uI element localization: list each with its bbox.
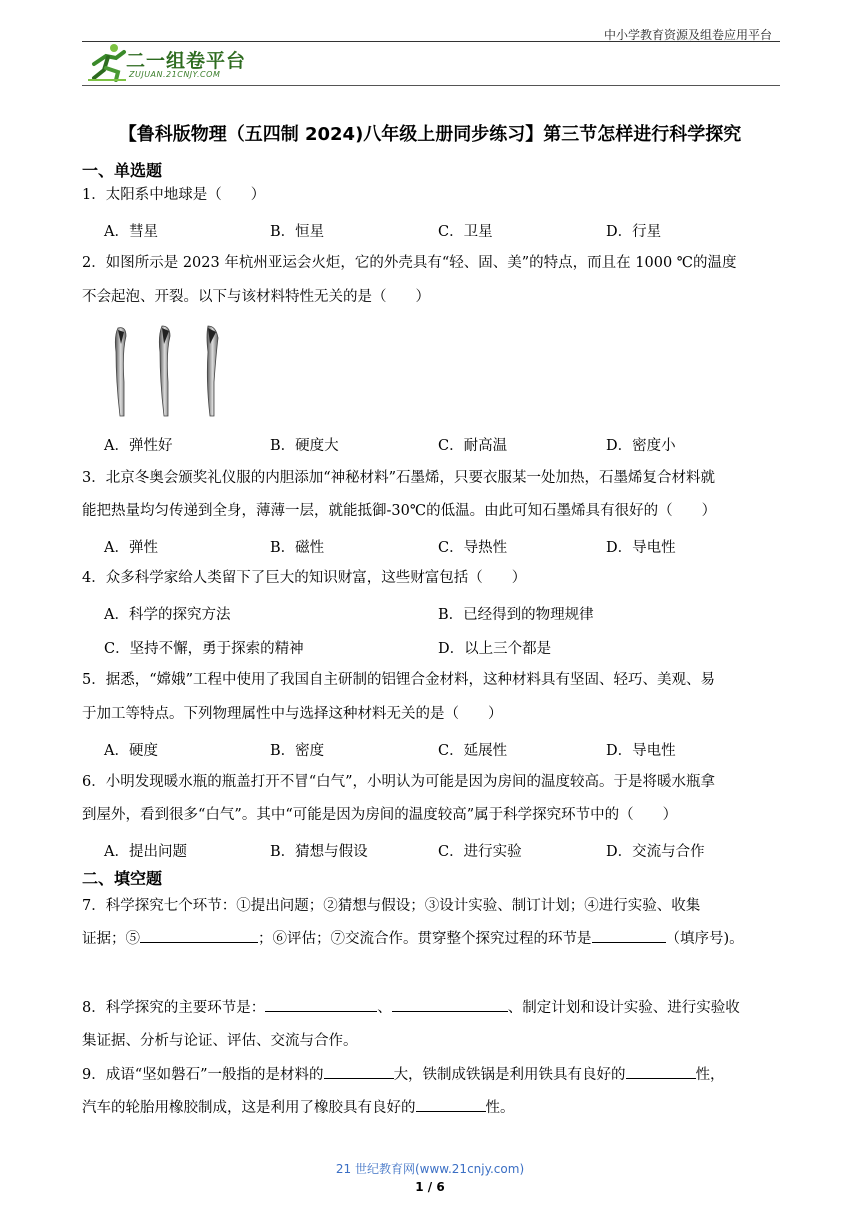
- q3-option-a: A．弹性: [104, 540, 158, 556]
- q2-option-d: D．密度小: [606, 438, 676, 454]
- q5-option-d: D．导电性: [606, 743, 676, 759]
- q6-option-b: B．猜想与假设: [270, 844, 368, 860]
- q4-option-c: C．坚持不懈，勇于探索的精神: [104, 641, 304, 657]
- torch-image: [104, 322, 234, 420]
- q6-option-d: D．交流与合作: [606, 844, 705, 860]
- question-3-line1: 3．北京冬奥会颁奖礼仪服的内胆添加“神秘材料”石墨烯，只要衣服某一处加热，石墨烯复合材料就: [82, 470, 716, 486]
- q7-text-a: 证据；⑤: [82, 931, 140, 947]
- q5-option-b: B．密度: [270, 743, 325, 759]
- q6-option-c: C．进行实验: [438, 844, 522, 860]
- q4-option-d: D．以上三个都是: [438, 641, 552, 657]
- section-heading-fill-in: 二、填空题: [82, 869, 163, 888]
- question-3-line2: 能把热量均匀传递到全身，薄薄一层，就能抵御-30℃的低温。由此可知石墨烯具有很好的（ ）: [82, 503, 717, 519]
- q1-option-c: C．卫星: [438, 224, 493, 240]
- q8-text-c: 、制定计划和设计实验、进行实验收: [507, 1000, 740, 1016]
- q8-blank-2[interactable]: [392, 998, 508, 1012]
- question-7-line2: [82, 922, 782, 956]
- q2-option-a: A．弹性好: [104, 438, 173, 454]
- question-9-line1: [82, 1058, 782, 1092]
- q7-blank-2[interactable]: [592, 929, 666, 943]
- question-9-line2: [82, 1091, 782, 1125]
- question-2-line2: 不会起泡、开裂。以下与该材料特性无关的是（ ）: [82, 289, 430, 305]
- q9-text-c: 性，: [695, 1067, 725, 1083]
- q7-text-b: ；⑥评估；⑦交流合作。贯穿整个探究过程的环节是: [258, 931, 592, 947]
- q5-option-c: C．延展性: [438, 743, 508, 759]
- q2-option-b: B．硬度大: [270, 438, 339, 454]
- q5-option-a: A．硬度: [104, 743, 158, 759]
- question-5-line2: 于加工等特点。下列物理属性中与选择这种材料无关的是（ ）: [82, 706, 503, 722]
- question-6-line1: 6．小明发现暖水瓶的瓶盖打开不冒“白气”，小明认为可能是因为房间的温度较高。于是将暖水瓶拿: [82, 774, 716, 790]
- q8-blank-1[interactable]: [265, 998, 377, 1012]
- header-divider-bottom: [82, 85, 780, 86]
- q8-text-a: 8．科学探究的主要环节是：: [82, 1000, 266, 1016]
- q4-option-a: A．科学的探究方法: [104, 607, 231, 623]
- q9-text-a: 9．成语“坚如磐石”一般指的是材料的: [82, 1067, 324, 1083]
- q1-option-d: D．行星: [606, 224, 662, 240]
- q1-option-a: A．彗星: [104, 224, 158, 240]
- question-4-stem: 4．众多科学家给人类留下了巨大的知识财富，这些财富包括（ ）: [82, 570, 527, 586]
- logo-subtext: ZUJUAN.21CNJY.COM: [129, 70, 221, 79]
- q4-option-b: B．已经得到的物理规律: [438, 607, 594, 623]
- q6-option-a: A．提出问题: [104, 844, 187, 860]
- question-1-stem: 1．太阳系中地球是（ ）: [82, 187, 266, 203]
- q3-option-c: C．导热性: [438, 540, 508, 556]
- platform-name: 中小学教育资源及组卷应用平台: [603, 28, 772, 42]
- question-2-line1: 2．如图所示是 2023 年杭州亚运会火炬，它的外壳具有“轻、固、美”的特点，而且在 1000 ℃的温度: [82, 255, 737, 271]
- question-8-line2: 集证据、分析与论证、评估、交流与合作。: [82, 1033, 358, 1049]
- question-6-line2: 到屋外，看到很多“白气”。其中“可能是因为房间的温度较高”属于科学探究环节中的（ ）: [82, 807, 678, 823]
- q9-text-d: 汽车的轮胎用橡胶制成，这是利用了橡胶具有良好的: [82, 1100, 416, 1116]
- q8-text-b: 、: [377, 1000, 392, 1016]
- section-heading-single-choice: 一、单选题: [82, 161, 163, 180]
- question-8-line1: [82, 991, 782, 1025]
- q7-text-c: （填序号)。: [665, 931, 744, 947]
- q9-text-b: 大，铁制成铁锅是利用铁具有良好的: [393, 1067, 626, 1083]
- page-number: 1 / 6: [415, 1180, 445, 1194]
- q9-blank-2[interactable]: [626, 1065, 696, 1079]
- logo-text: 二一组卷平台: [126, 50, 247, 72]
- question-5-line1: 5．据悉，“嫦娥”工程中使用了我国自主研制的铝锂合金材料，这种材料具有坚固、轻巧、美观、易: [82, 672, 716, 688]
- q1-option-b: B．恒星: [270, 224, 325, 240]
- q3-option-d: D．导电性: [606, 540, 676, 556]
- page-title: 【鲁科版物理（五四制 2024)八年级上册同步练习】第三节怎样进行科学探究: [118, 124, 742, 145]
- q9-blank-1[interactable]: [324, 1065, 394, 1079]
- q9-text-e: 性。: [485, 1100, 515, 1116]
- footer-link[interactable]: 21 世纪教育网(www.21cnjy.com): [335, 1162, 525, 1176]
- q2-option-c: C．耐高温: [438, 438, 508, 454]
- q7-blank-1[interactable]: [140, 929, 258, 943]
- q3-option-b: B．磁性: [270, 540, 325, 556]
- question-7-line1: 7．科学探究七个环节：①提出问题；②猜想与假设；③设计实验、制订计划；④进行实验、收集: [82, 898, 701, 914]
- q9-blank-3[interactable]: [416, 1098, 486, 1112]
